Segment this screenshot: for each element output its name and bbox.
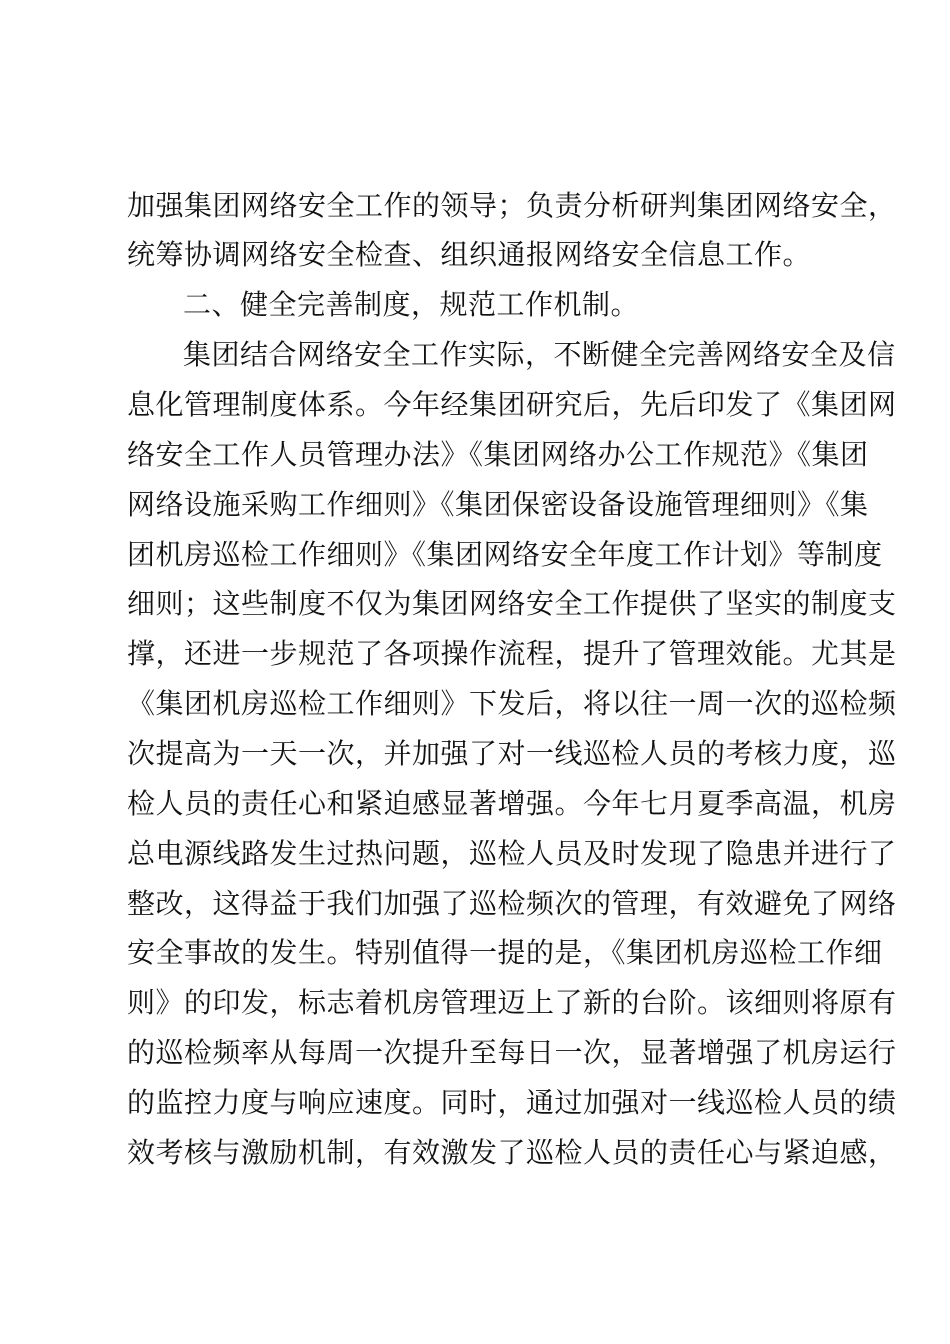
text-line: 则》的印发，标志着机房管理迈上了新的台阶。该细则将原有 xyxy=(127,986,897,1019)
text-line: 的监控力度与响应速度。同时，通过加强对一线巡检人员的绩 xyxy=(127,1086,897,1119)
section-heading: 二、健全完善制度，规范工作机制。 xyxy=(183,288,640,321)
text-line: 总电源线路发生过热问题，巡检人员及时发现了隐患并进行了 xyxy=(127,837,897,870)
text-line: 安全事故的发生。特别值得一提的是，《集团机房巡检工作细 xyxy=(127,936,883,969)
text-line: 效考核与激励机制，有效激发了巡检人员的责任心与紧迫感， xyxy=(127,1136,897,1169)
text-line: 集团结合网络安全工作实际，不断健全完善网络安全及信 xyxy=(183,338,896,371)
text-line: 次提高为一天一次，并加强了对一线巡检人员的考核力度，巡 xyxy=(127,737,897,770)
text-line: 息化管理制度体系。今年经集团研究后，先后印发了《集团网 xyxy=(127,388,897,421)
text-line: 撑，还进一步规范了各项操作流程，提升了管理效能。尤其是 xyxy=(127,637,897,670)
text-line: 加强集团网络安全工作的领导；负责分析研判集团网络安全， xyxy=(127,189,897,222)
text-line: 统筹协调网络安全检查、组织通报网络安全信息工作。 xyxy=(127,238,812,271)
text-line: 细则；这些制度不仅为集团网络安全工作提供了坚实的制度支 xyxy=(127,587,897,620)
text-line: 检人员的责任心和紧迫感显著增强。今年七月夏季高温，机房 xyxy=(127,787,897,820)
text-line: 《集团机房巡检工作细则》下发后，将以往一周一次的巡检频 xyxy=(127,687,897,720)
text-line: 团机房巡检工作细则》《集团网络安全年度工作计划》等制度 xyxy=(127,538,883,571)
text-line: 络安全工作人员管理办法》《集团网络办公工作规范》《集团 xyxy=(127,438,869,471)
text-line: 整改，这得益于我们加强了巡检频次的管理，有效避免了网络 xyxy=(127,887,897,920)
text-line: 网络设施采购工作细则》《集团保密设备设施管理细则》《集 xyxy=(127,488,869,521)
text-line: 的巡检频率从每周一次提升至每日一次，显著增强了机房运行 xyxy=(127,1036,897,1069)
